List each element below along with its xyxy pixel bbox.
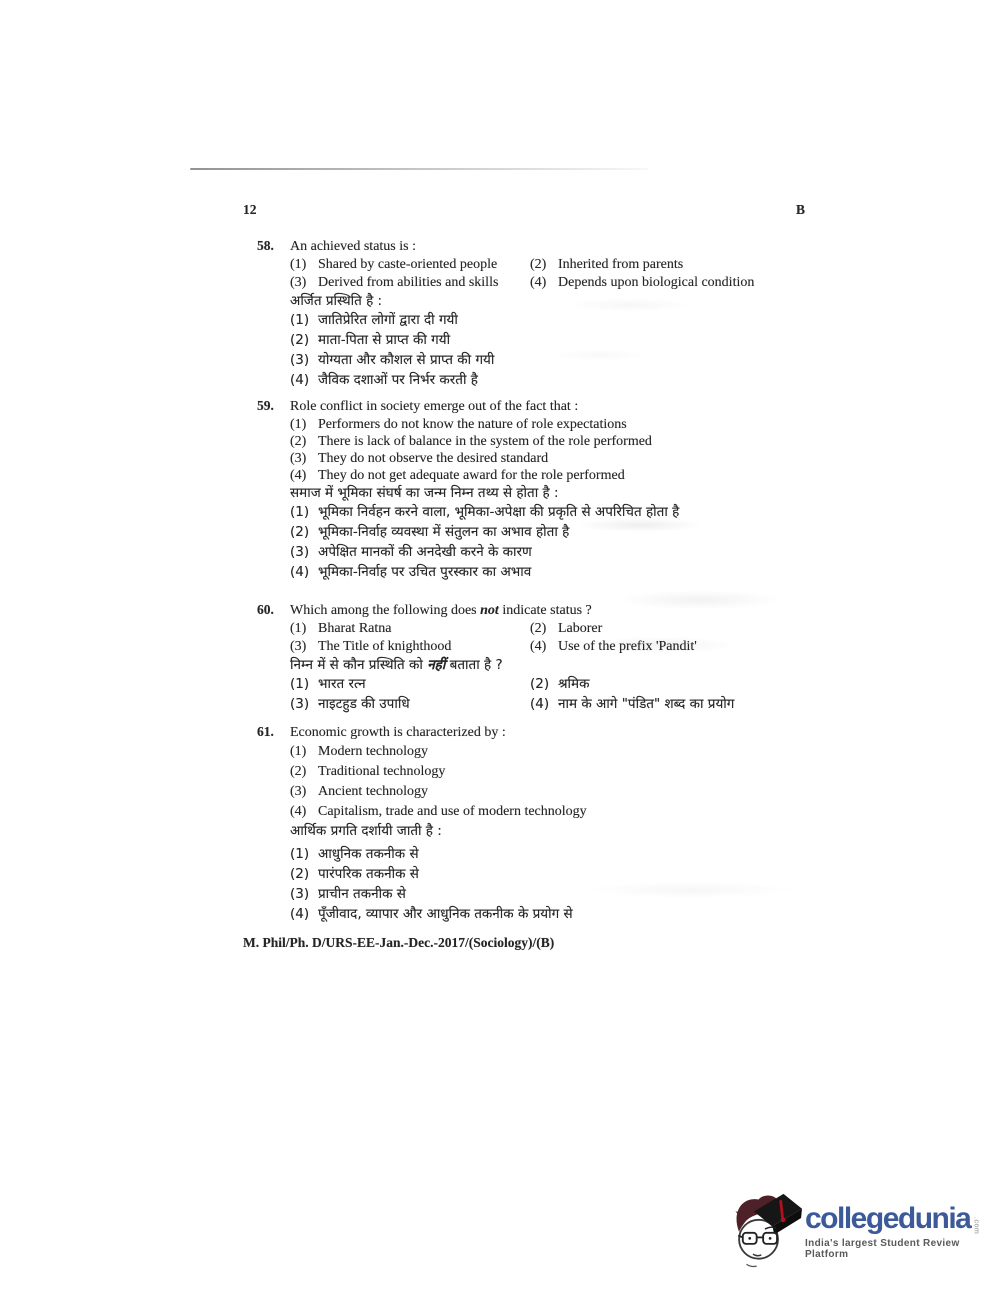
scan-artifact-line	[190, 168, 648, 170]
option-label: (2)	[290, 332, 310, 348]
option-label: (4)	[290, 372, 310, 388]
option	[530, 620, 813, 638]
question-stem-hi: आर्थिक प्रगति दर्शायी जाती है :	[290, 823, 442, 839]
option	[290, 502, 813, 522]
options-hi	[290, 674, 813, 714]
question-stem-en	[290, 602, 813, 620]
option	[290, 274, 530, 292]
option	[290, 620, 530, 638]
option-text: जैविक दशाओं पर निर्भर करती है	[318, 372, 478, 388]
option-text: आधुनिक तकनीक से	[318, 846, 419, 862]
question-stem-hi: समाज में भूमिका संघर्ष का जन्म निम्न तथ्य से होता है :	[290, 485, 559, 501]
option	[530, 256, 813, 274]
options-hi	[290, 844, 813, 924]
option-text: जातिप्रेरित लोगों द्वारा दी गयी	[318, 312, 458, 328]
brand-suffix: .com	[972, 1217, 980, 1235]
exam-page	[243, 202, 813, 952]
option-label: (4)	[530, 275, 547, 290]
option-label: (2)	[290, 764, 307, 779]
option-text: नाइटहुड की उपाधि	[318, 696, 410, 712]
option-text: माता-पिता से प्राप्त की गयी	[318, 332, 451, 348]
option-text: Bharat Ratna	[318, 621, 392, 636]
option	[530, 674, 813, 694]
option	[290, 562, 813, 582]
option-label: (3)	[290, 352, 310, 368]
stem-text: indicate status ?	[498, 603, 592, 618]
option-label: (3)	[290, 544, 310, 560]
booklet-code: B	[795, 202, 805, 217]
question-number: 60.	[257, 602, 274, 617]
option-label: (2)	[290, 866, 310, 882]
option-label: (1)	[290, 744, 307, 759]
options-en	[290, 416, 813, 484]
option-text: Ancient technology	[318, 784, 429, 799]
option-text: Inherited from parents	[558, 257, 684, 272]
option-label: (4)	[290, 906, 310, 922]
option-label: (2)	[530, 257, 547, 272]
stem-emphasis: not	[480, 603, 499, 618]
options-hi	[290, 310, 813, 390]
option	[290, 256, 530, 274]
options-en	[290, 256, 813, 292]
option-text: There is lack of balance in the system of the role performed	[318, 434, 652, 449]
option	[290, 467, 813, 484]
option	[290, 742, 813, 762]
option	[290, 370, 813, 390]
brand-tagline: India's largest Student Review Platform	[805, 1238, 960, 1261]
option-label: (4)	[290, 468, 307, 483]
option-text: श्रमिक	[558, 676, 590, 692]
option	[290, 450, 813, 467]
option-label: (4)	[530, 639, 547, 654]
option-text: They do not observe the desired standard	[318, 451, 549, 466]
option-label: (2)	[290, 524, 310, 540]
stem-text: बताता है ?	[445, 657, 503, 673]
option	[290, 433, 813, 450]
question-60	[243, 602, 813, 714]
option-label: (3)	[290, 886, 310, 902]
question-59	[243, 398, 813, 582]
option-label: (2)	[290, 434, 307, 449]
option-text: भूमिका-निर्वाह पर उचित पुरस्कार का अभाव	[318, 564, 532, 580]
option-label: (1)	[290, 312, 310, 328]
option-text: They do not get adequate award for the role performed	[318, 468, 625, 483]
option	[290, 802, 813, 822]
option	[290, 674, 530, 694]
option-text: Modern technology	[318, 744, 429, 759]
collegedunia-mascot-icon	[728, 1188, 802, 1277]
stem-text: निम्न में से कौन प्रस्थिति को	[290, 657, 428, 673]
option-text: पारंपरिक तकनीक से	[318, 866, 419, 882]
logo-text	[805, 1204, 993, 1260]
option-label: (2)	[530, 621, 547, 636]
option	[290, 694, 530, 714]
option	[290, 330, 813, 350]
option-text: Laborer	[558, 621, 603, 636]
question-58	[243, 238, 813, 390]
option	[290, 350, 813, 370]
option-text: Traditional technology	[318, 764, 446, 779]
page-number: 12	[243, 202, 257, 217]
page-header	[243, 202, 813, 218]
option-text: नाम के आगे "पंडित" शब्द का प्रयोग	[558, 696, 735, 712]
option	[290, 844, 813, 864]
option-text: अपेक्षित मानकों की अनदेखी करने के कारण	[318, 544, 532, 560]
option-text: भूमिका-निर्वाह व्यवस्था में संतुलन का अभाव होता है	[318, 524, 570, 540]
option	[290, 542, 813, 562]
question-stem-en: Role conflict in society emerge out of the fact that :	[290, 399, 579, 414]
option-text: Use of the prefix 'Pandit'	[558, 639, 697, 654]
question-stem-en: Economic growth is characterized by :	[290, 725, 506, 740]
option-text: Shared by caste-oriented people	[318, 257, 498, 272]
option-text: The Title of knighthood	[318, 639, 452, 654]
option-text: प्राचीन तकनीक से	[318, 886, 406, 902]
option-label: (1)	[290, 417, 307, 432]
option	[290, 904, 813, 924]
options-en	[290, 620, 813, 656]
stem-emphasis: नहीं	[427, 657, 446, 673]
question-stem-hi: अर्जित प्रस्थिति है :	[290, 293, 383, 309]
option-text: Derived from abilities and skills	[318, 275, 499, 290]
option	[290, 782, 813, 802]
question-stem-hi	[290, 656, 813, 674]
option-label: (3)	[290, 275, 307, 290]
option-label: (1)	[290, 676, 310, 692]
option-label: (1)	[290, 257, 307, 272]
option	[290, 522, 813, 542]
brand-wordmark: collegedunia	[805, 1202, 971, 1235]
option-text: Depends upon biological condition	[558, 275, 755, 290]
question-stem-en: An achieved status is :	[290, 239, 416, 254]
option-label: (3)	[290, 696, 310, 712]
option	[290, 310, 813, 330]
collegedunia-logo	[728, 1188, 993, 1277]
stem-text: Which among the following does	[290, 603, 481, 618]
option	[530, 694, 813, 714]
option-label: (2)	[530, 676, 550, 692]
option-label: (1)	[290, 504, 310, 520]
option-label: (1)	[290, 621, 307, 636]
question-number: 59.	[257, 398, 274, 413]
question-number: 58.	[257, 238, 274, 253]
option	[290, 864, 813, 884]
options-en	[290, 742, 813, 822]
option-label: (1)	[290, 846, 310, 862]
option-text: भूमिका निर्वहन करने वाला, भूमिका-अपेक्षा की प्रकृति से अपरिचित होता है	[318, 504, 680, 520]
option-label: (4)	[290, 804, 307, 819]
option-text: पूँजीवाद, व्यापार और आधुनिक तकनीक के प्रयोग से	[318, 906, 573, 922]
question-61	[243, 724, 813, 924]
option-text: भारत रत्न	[318, 676, 366, 692]
option	[290, 884, 813, 904]
option-label: (3)	[290, 784, 307, 799]
option-text: योग्यता और कौशल से प्राप्त की गयी	[318, 352, 495, 368]
options-hi	[290, 502, 813, 582]
option	[530, 274, 813, 292]
option-label: (4)	[290, 564, 310, 580]
option-label: (4)	[530, 696, 550, 712]
option-text: Capitalism, trade and use of modern technology	[318, 804, 587, 819]
option	[530, 638, 813, 656]
option-label: (3)	[290, 451, 307, 466]
option-text: Performers do not know the nature of role expectations	[318, 417, 627, 432]
question-number: 61.	[257, 724, 274, 739]
option	[290, 762, 813, 782]
option	[290, 416, 813, 433]
paper-code-footer: M. Phil/Ph. D/URS-EE-Jan.-Dec.-2017/(Sociology)/(B)	[243, 935, 555, 950]
option-label: (3)	[290, 639, 307, 654]
option	[290, 638, 530, 656]
